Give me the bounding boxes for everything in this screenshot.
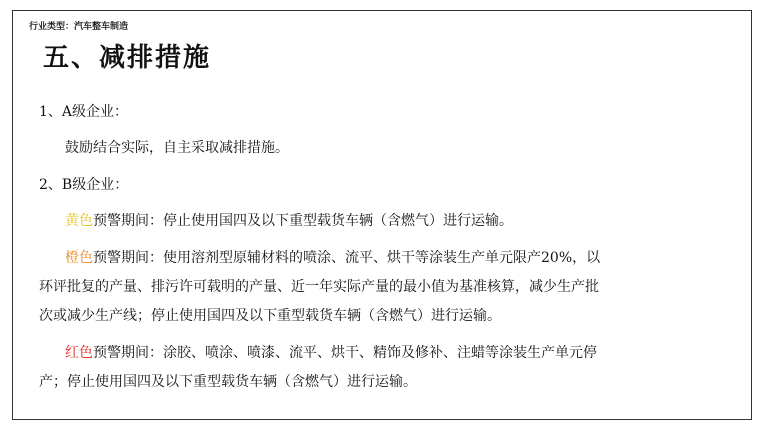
orange-measure-text-2: 环评批复的产量、排污许可载明的产量、近一年实际产量的最小值为基准核算，减少生产批	[39, 279, 599, 295]
red-alert-measure-line-1	[65, 342, 597, 362]
section-title: 五、减排措施	[43, 43, 212, 73]
orange-measure-text-3: 次或减少生产线；停止使用国四及以下重型载货车辆（含燃气）进行运输。	[39, 308, 501, 324]
industry-type-label: 行业类型：汽车整车制造	[29, 22, 129, 32]
grade-b-heading: 2、B级企业：	[39, 177, 129, 193]
grade-a-measure: 鼓励结合实际，自主采取减排措施。	[65, 140, 289, 156]
orange-measure-text-1: 预警期间：使用溶剂型原辅材料的喷涂、流平、烘干等涂装生产单元限产20%，以	[93, 250, 601, 266]
red-measure-text-1: 预警期间：涂胶、喷涂、喷漆、流平、烘干、精饰及修补、注蜡等涂装生产单元停	[93, 345, 597, 361]
red-measure-text-2: 产；停止使用国四及以下重型载货车辆（含燃气）进行运输。	[39, 374, 417, 390]
grade-a-heading: 1、A级企业：	[39, 104, 129, 120]
red-level-label: 红色	[65, 345, 93, 361]
document-frame	[12, 10, 752, 420]
yellow-level-label: 黄色	[65, 213, 93, 229]
yellow-alert-measure	[65, 210, 513, 230]
orange-level-label: 橙色	[65, 250, 93, 266]
orange-alert-measure-line-1	[65, 247, 600, 267]
yellow-measure-text: 预警期间：停止使用国四及以下重型载货车辆（含燃气）进行运输。	[93, 213, 513, 229]
